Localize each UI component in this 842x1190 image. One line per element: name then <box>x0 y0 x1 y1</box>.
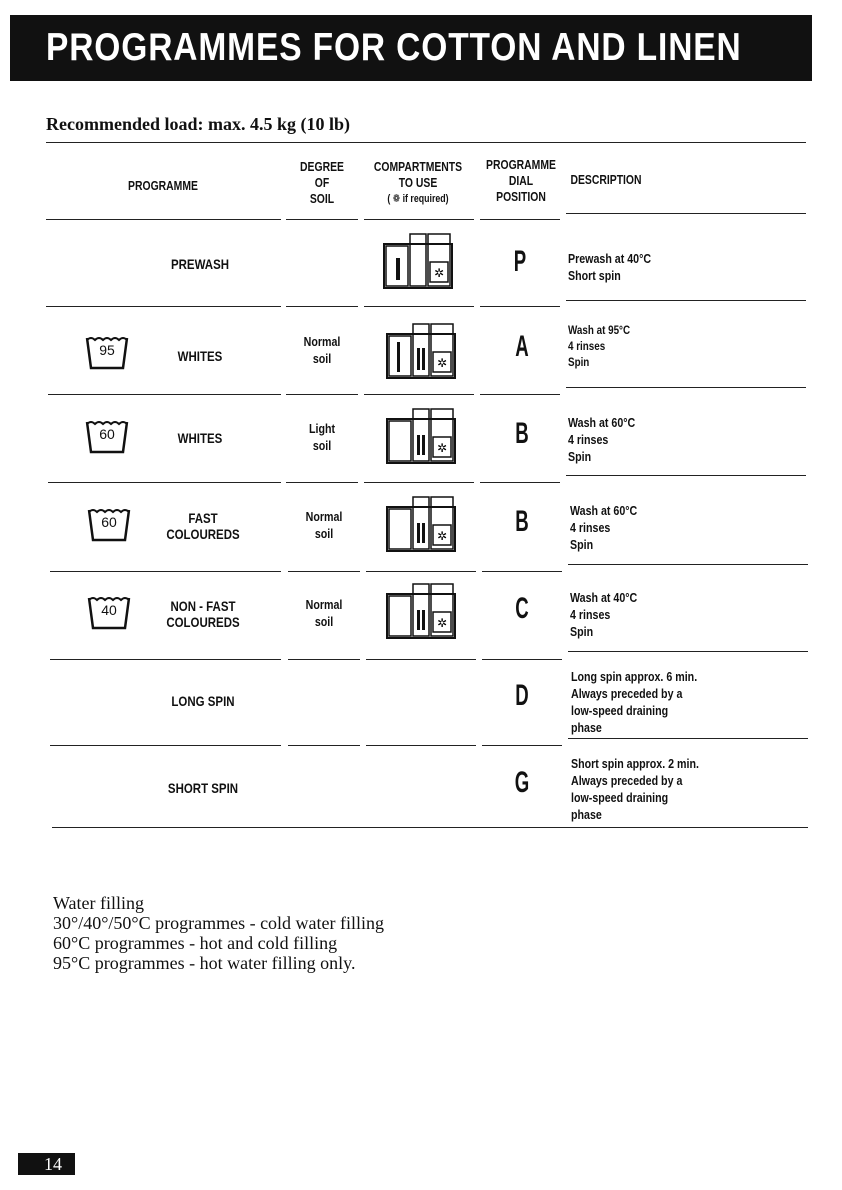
header-description: DESCRIPTION <box>570 172 642 187</box>
description-line: Short spin approx. 2 min. <box>571 756 699 771</box>
description-line: Long spin approx. 6 min. <box>571 669 698 684</box>
dial-position: C <box>515 592 529 625</box>
programme-line: FAST <box>188 510 218 526</box>
degree-of-soil <box>293 420 350 454</box>
svg-text:✲: ✲ <box>436 356 448 370</box>
wash-temp-label: 60 <box>101 514 117 530</box>
header-dial-line: DIAL <box>508 173 534 188</box>
row-divider <box>48 482 281 483</box>
description-line: 4 rinses <box>570 520 611 535</box>
row-divider <box>566 213 806 214</box>
compartment-diagram <box>385 407 457 465</box>
soil-line: Light <box>308 421 336 436</box>
row-divider <box>364 482 474 483</box>
row-divider <box>48 394 281 395</box>
header-compartments <box>373 159 463 207</box>
wash-temp-label: 40 <box>101 602 117 618</box>
wash-temp-label: 95 <box>99 342 115 358</box>
row-divider <box>288 571 360 572</box>
compartment-diagram <box>385 322 457 380</box>
row-divider <box>480 219 560 220</box>
dial-position: B <box>515 505 529 538</box>
soil-line: Normal <box>305 597 343 612</box>
row-divider <box>46 306 281 307</box>
programme-description <box>570 589 637 640</box>
row-divider <box>482 745 562 746</box>
header-dial-position <box>485 157 557 205</box>
row-divider <box>482 571 562 572</box>
dial-position: D <box>515 679 529 712</box>
degree-of-soil <box>295 596 352 630</box>
description-line: low-speed draining <box>571 790 669 805</box>
water-filling-heading: Water filling <box>53 893 145 913</box>
description-line: low-speed draining <box>571 703 669 718</box>
table-bottom-rule <box>52 827 808 828</box>
recommended-load: Recommended load: max. 4.5 kg (10 lb) <box>46 114 350 134</box>
wash-temp-40-icon <box>86 594 132 632</box>
soil-line: Normal <box>305 509 343 524</box>
programme-name: LONG SPIN <box>171 693 235 709</box>
description-line: Wash at 60°C <box>570 503 638 518</box>
soil-line: soil <box>312 438 332 453</box>
description-line: Spin <box>568 449 592 464</box>
degree-of-soil <box>295 508 352 542</box>
row-divider <box>482 659 562 660</box>
page-title-bar <box>10 15 812 81</box>
programme-description <box>568 414 635 465</box>
description-line: Prewash at 40°C <box>568 251 652 266</box>
row-divider <box>480 306 560 307</box>
row-divider <box>50 659 281 660</box>
row-divider <box>366 659 476 660</box>
row-divider <box>46 219 281 220</box>
row-divider <box>480 482 560 483</box>
row-divider <box>364 219 474 220</box>
row-divider <box>286 306 358 307</box>
header-dial-line: POSITION <box>496 189 546 204</box>
programme-line: COLOUREDS <box>166 614 240 630</box>
programme-description <box>568 322 630 370</box>
description-line: phase <box>571 720 602 735</box>
soil-line: soil <box>312 351 332 366</box>
description-line: 4 rinses <box>570 607 611 622</box>
header-compartments-line: TO USE <box>398 175 438 190</box>
row-divider <box>50 745 281 746</box>
programme-name: WHITES <box>177 430 223 446</box>
description-line: Always preceded by a <box>571 686 683 701</box>
programme-name: PREWASH <box>170 256 230 272</box>
wash-temp-95-icon <box>84 334 130 372</box>
water-filling-notes <box>53 893 384 973</box>
row-divider <box>286 482 358 483</box>
row-divider <box>288 745 360 746</box>
dial-position: G <box>514 766 530 799</box>
row-divider <box>364 394 474 395</box>
programme-name: WHITES <box>177 348 223 364</box>
programme-name <box>154 598 252 630</box>
water-filling-line: 95°C programmes - hot water filling only. <box>53 953 356 973</box>
programme-line: COLOUREDS <box>166 526 240 542</box>
programme-name <box>154 510 252 542</box>
row-divider <box>566 475 806 476</box>
row-divider <box>568 651 808 652</box>
description-line: 4 rinses <box>568 432 609 447</box>
description-line: Wash at 40°C <box>570 590 638 605</box>
wash-temp-60-icon <box>86 506 132 544</box>
programme-name: SHORT SPIN <box>167 780 239 796</box>
row-divider <box>286 394 358 395</box>
wash-temp-60-icon <box>84 418 130 456</box>
header-compartments-line: ( ❁ if required) <box>387 193 449 205</box>
programme-line: NON - FAST <box>170 598 236 614</box>
compartment-diagram <box>385 582 457 640</box>
row-divider <box>568 564 808 565</box>
description-line: Always preceded by a <box>571 773 683 788</box>
row-divider <box>480 394 560 395</box>
header-degree-of-soil <box>293 159 351 207</box>
wash-temp-label: 60 <box>99 426 115 442</box>
compartment-diagram <box>385 495 457 553</box>
description-line: Wash at 95°C <box>568 323 631 337</box>
header-compartments-line: COMPARTMENTS <box>373 159 463 174</box>
programme-description <box>571 668 697 736</box>
degree-of-soil <box>293 333 350 367</box>
row-divider <box>286 219 358 220</box>
compartment-diagram <box>382 232 454 290</box>
description-line: 4 rinses <box>568 339 606 353</box>
svg-text:✲: ✲ <box>433 266 445 280</box>
dial-position: P <box>513 245 527 278</box>
row-divider <box>568 738 808 739</box>
description-line: Wash at 60°C <box>568 415 636 430</box>
header-dial-line: PROGRAMME <box>486 157 556 172</box>
header-degree-line: SOIL <box>309 191 335 206</box>
programme-description <box>570 502 637 553</box>
soil-line: soil <box>314 614 334 629</box>
description-line: Spin <box>568 355 590 369</box>
dial-position: A <box>515 330 529 363</box>
row-divider <box>366 745 476 746</box>
row-divider <box>366 571 476 572</box>
row-divider <box>288 659 360 660</box>
water-filling-line: 60°C programmes - hot and cold filling <box>53 933 338 953</box>
svg-text:✲: ✲ <box>436 529 448 543</box>
description-line: Short spin <box>568 268 621 283</box>
page-number: 14 <box>18 1153 75 1175</box>
soil-line: soil <box>314 526 334 541</box>
programme-description <box>568 250 651 284</box>
dial-position: B <box>515 417 529 450</box>
water-filling-line: 30°/40°/50°C programmes - cold water filling <box>53 913 385 933</box>
header-degree-line: DEGREE <box>300 159 344 174</box>
programme-description <box>571 755 699 823</box>
table-top-rule <box>46 142 806 143</box>
svg-text:✲: ✲ <box>436 441 448 455</box>
row-divider <box>566 300 806 301</box>
soil-line: Normal <box>303 334 341 349</box>
row-divider <box>50 571 281 572</box>
header-programme: PROGRAMME <box>128 178 198 193</box>
description-line: Spin <box>570 624 594 639</box>
row-divider <box>566 387 806 388</box>
description-line: phase <box>571 807 602 822</box>
header-degree-line: OF <box>314 175 330 190</box>
row-divider <box>364 306 474 307</box>
page-title: PROGRAMMES FOR COTTON AND LINEN <box>46 26 742 69</box>
description-line: Spin <box>570 537 594 552</box>
svg-text:✲: ✲ <box>436 616 448 630</box>
